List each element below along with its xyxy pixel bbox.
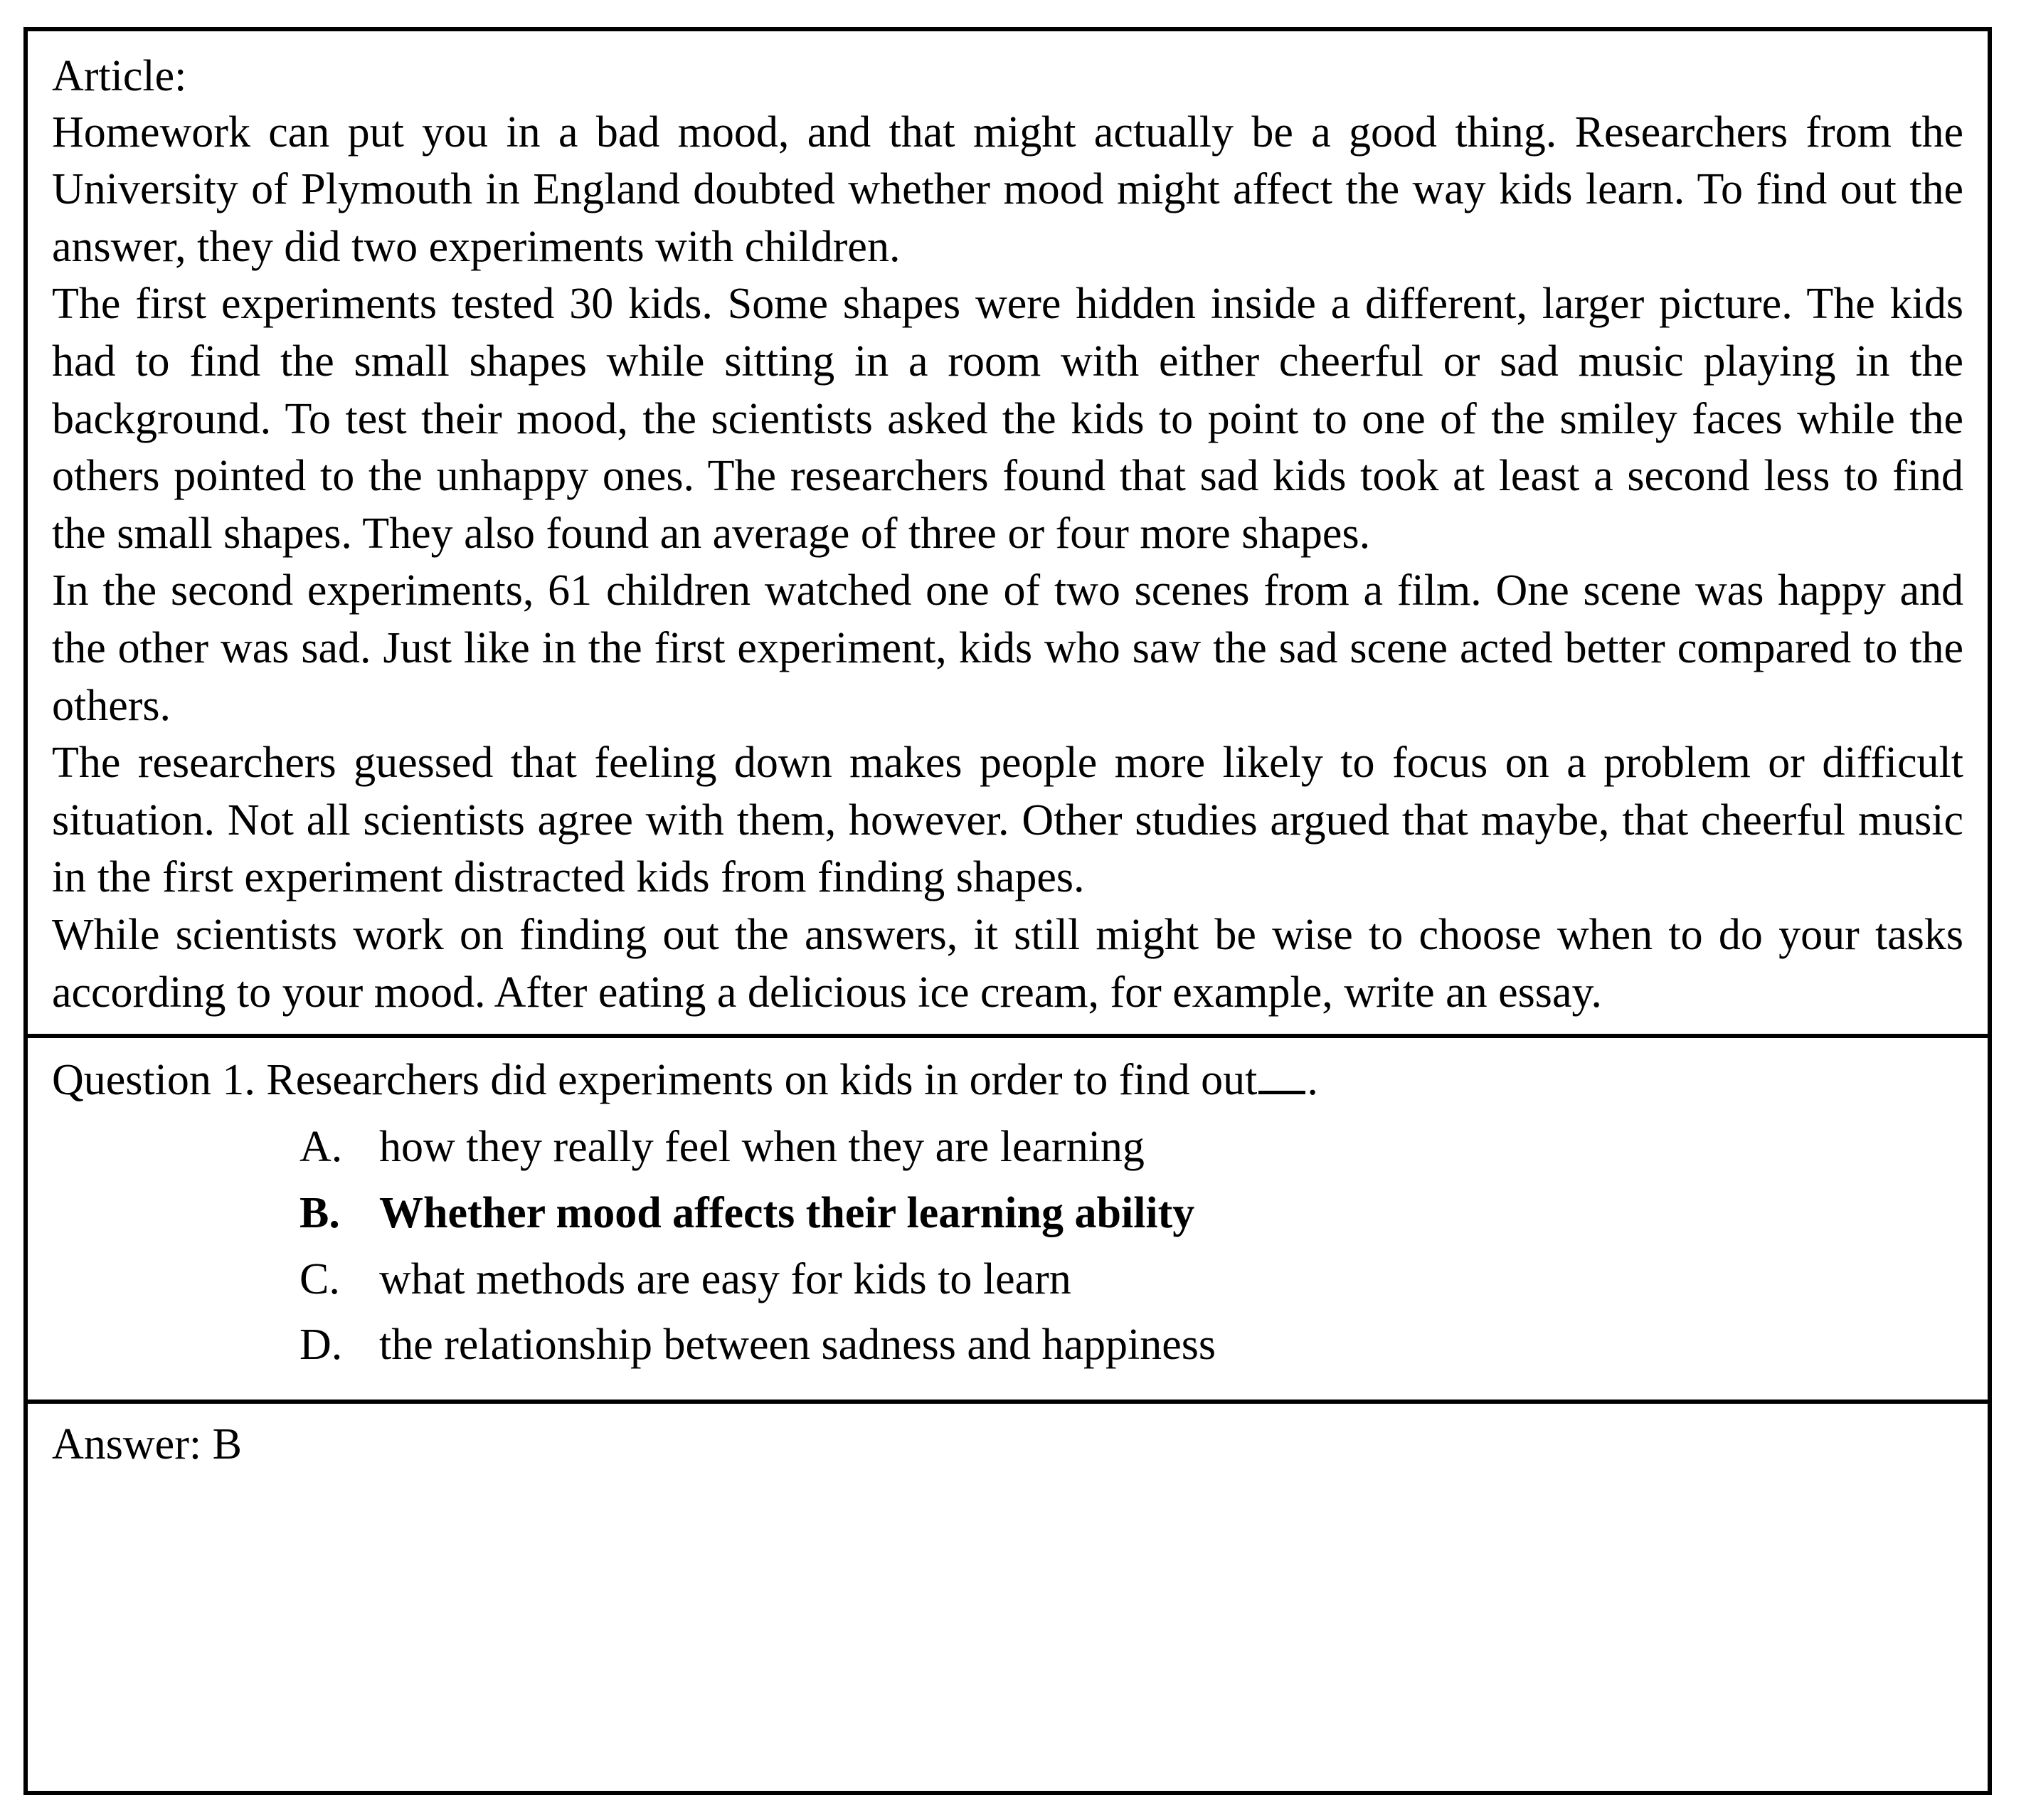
answer-blank	[1258, 1059, 1305, 1095]
question-stem	[52, 1052, 1963, 1109]
option-b[interactable]	[52, 1185, 1963, 1242]
article-paragraph: In the second experiments, 61 children watched one of two scenes from a film. One scene was happy and the other was sad. Just like in the first experiment, kids who saw the sad scene acted better compared to the others.	[52, 566, 1963, 730]
article-section	[28, 31, 1988, 1034]
option-a-text: how they really feel when they are learning	[379, 1123, 1145, 1172]
option-d-letter: D.	[299, 1321, 343, 1370]
question-section	[28, 1038, 1988, 1400]
question-stem-terminator: .	[1307, 1056, 1318, 1105]
reading-item-card	[23, 27, 1992, 1795]
answer-section	[28, 1404, 1988, 1791]
answer-line: Answer: B	[52, 1419, 242, 1469]
option-d-text: the relationship between sadness and happiness	[379, 1321, 1216, 1370]
article-paragraph: While scientists work on finding out the answers, it still might be wise to choose when to do your tasks according to your mood. After eating a delicious ice cream, for example, write an essay.	[52, 910, 1963, 1017]
option-c-letter: C.	[299, 1254, 340, 1303]
article-label: Article:	[52, 52, 187, 100]
option-b-letter: B.	[299, 1189, 340, 1238]
option-a[interactable]	[52, 1118, 1963, 1176]
article-paragraph: The first experiments tested 30 kids. Some shapes were hidden inside a different, larger picture. The kids had to find the small shapes while sitting in a room with either cheerful or sad music playing in the background. To test their mood, the scientists asked the kids to point to one of the smiley faces while the others pointed to the unhappy ones. The researchers found that sad kids took at least a second less to find the small shapes. They also found an average of three or four more shapes.	[52, 280, 1963, 558]
option-a-letter: A.	[299, 1123, 343, 1172]
option-d[interactable]	[52, 1316, 1963, 1374]
options-list	[52, 1118, 1963, 1373]
article-paragraph: Homework can put you in a bad mood, and that might actually be a good thing. Researchers from the University of Plymouth in England doubted whether mood might affect the way kids learn. To find out the answer, they did two experiments with children.	[52, 107, 1963, 271]
option-b-text: Whether mood affects their learning ability	[379, 1189, 1195, 1238]
option-c-text: what methods are easy for kids to learn	[379, 1254, 1071, 1303]
question-stem-text: Question 1. Researchers did experiments on kids in order to find out	[52, 1056, 1258, 1105]
article-paragraph: The researchers guessed that feeling down makes people more likely to focus on a problem or difficult situation. Not all scientists agree with them, however. Other studies argued that maybe, that cheerful music in the first experiment distracted kids from finding shapes.	[52, 739, 1963, 902]
option-c[interactable]	[52, 1251, 1963, 1308]
